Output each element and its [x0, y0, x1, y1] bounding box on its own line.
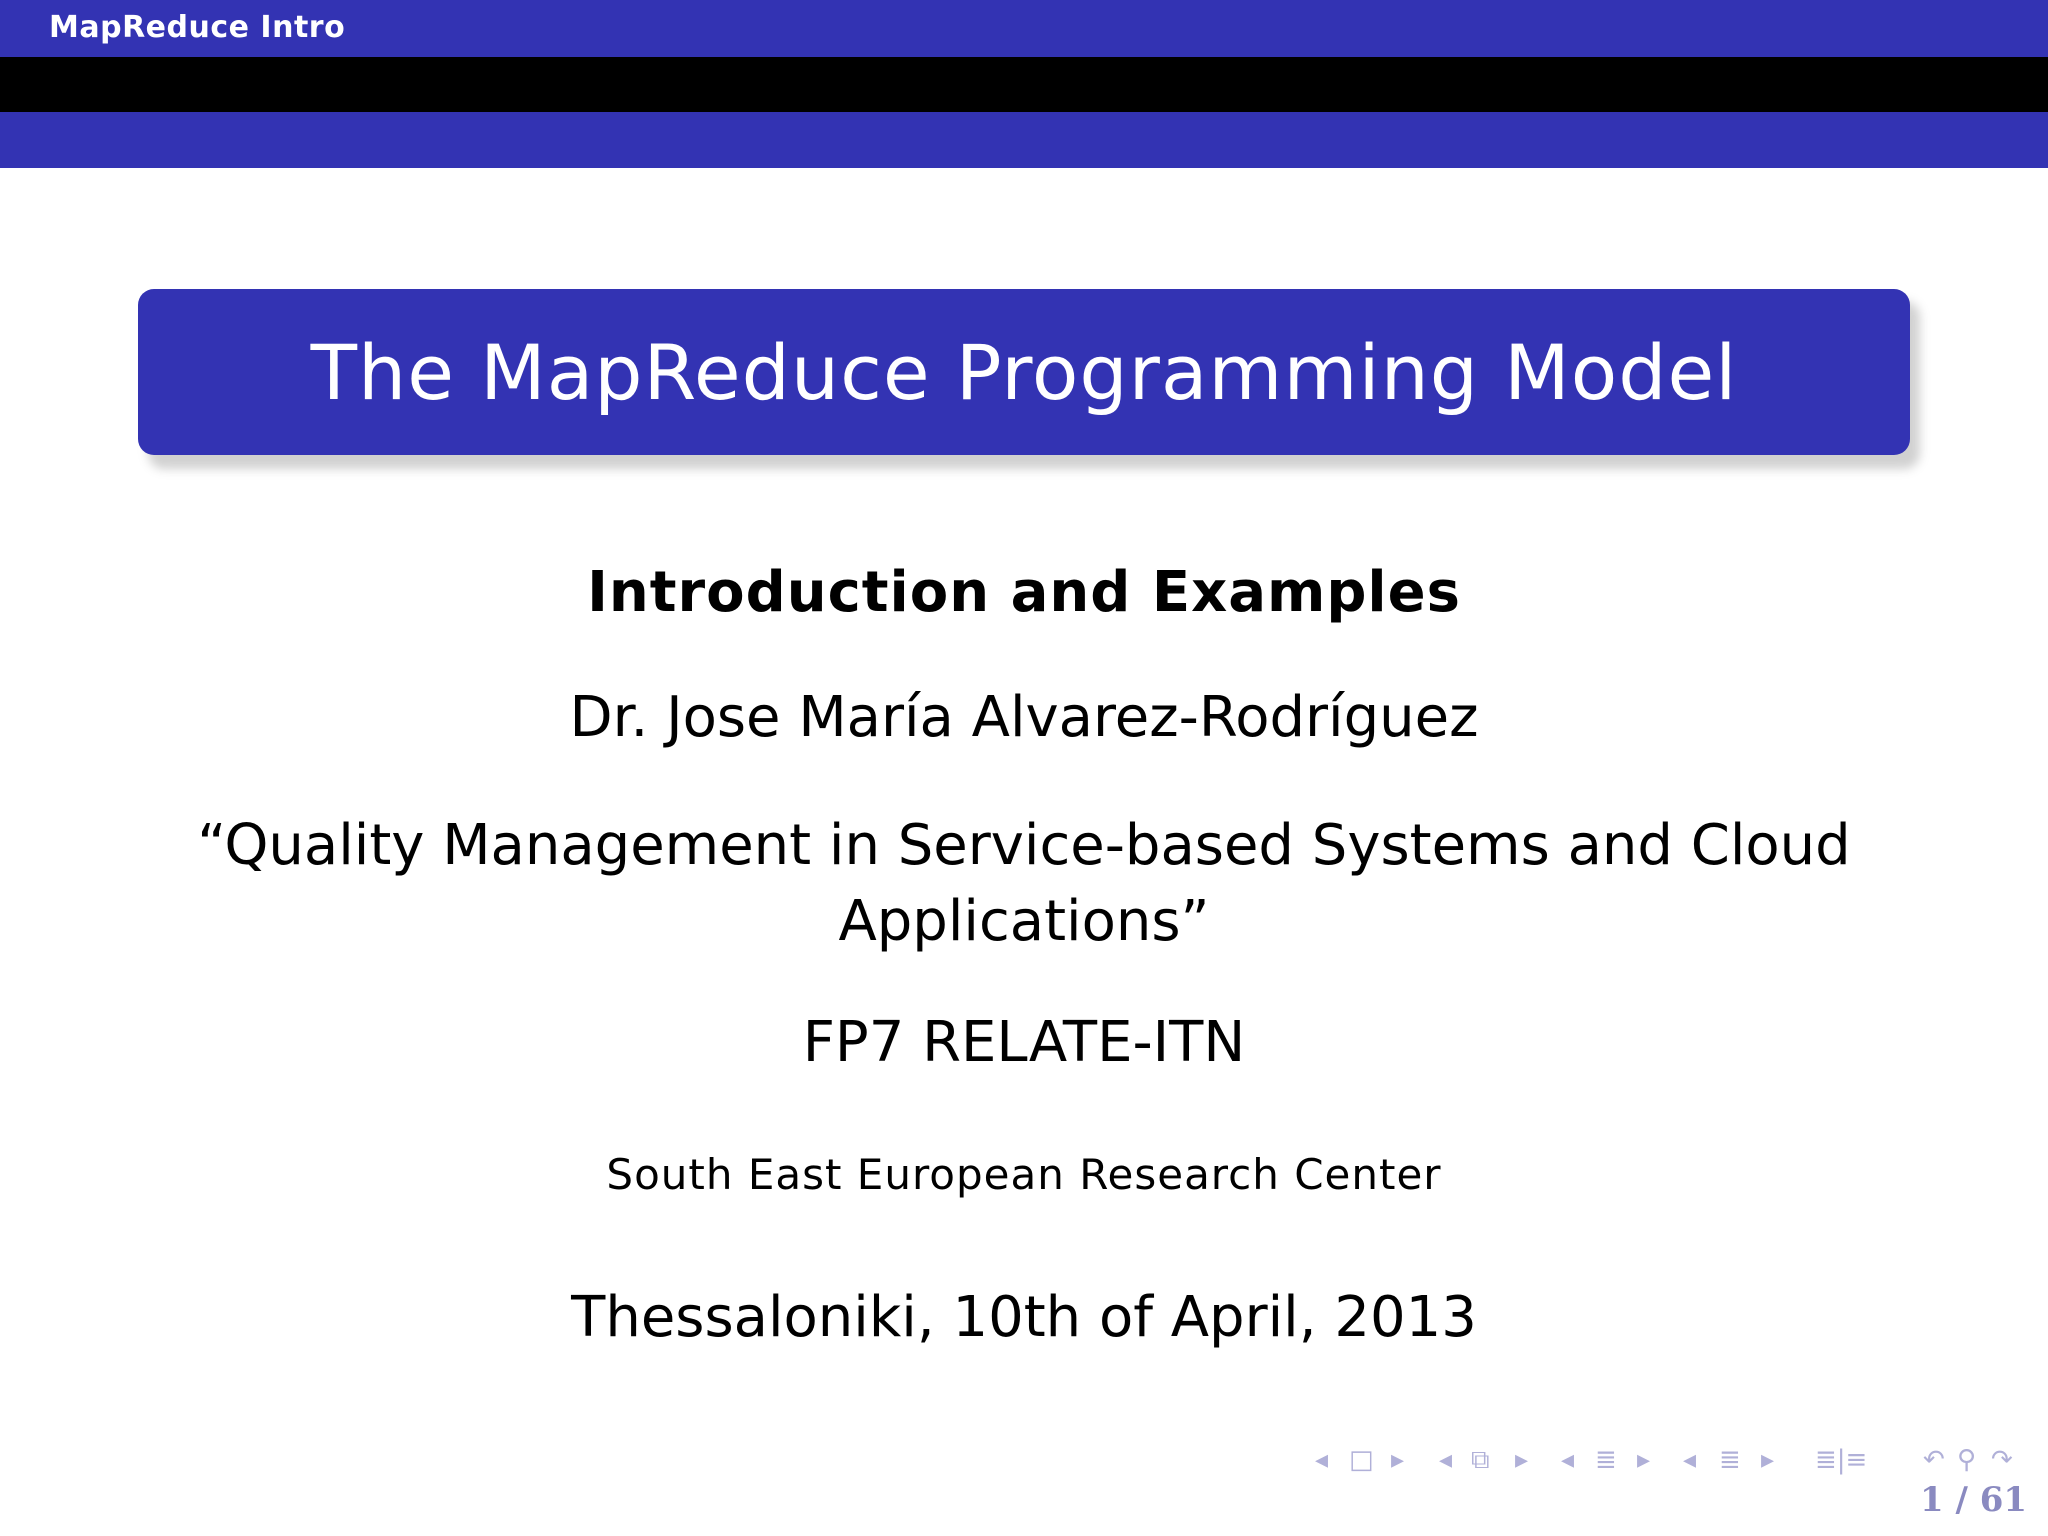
header-blue-band	[0, 112, 2048, 168]
arrow-right-icon[interactable]: ▸	[1761, 1445, 1775, 1475]
slide-subtitle: Introduction and Examples	[587, 560, 1461, 625]
back-icon[interactable]: ↶	[1923, 1445, 1945, 1475]
forward-icon[interactable]: ↷	[1991, 1445, 2013, 1475]
arrow-left-icon[interactable]: ◂	[1439, 1445, 1453, 1475]
page-number: 1 / 61	[1920, 1480, 2028, 1520]
title-box	[138, 289, 1910, 455]
project-name: FP7 RELATE-ITN	[802, 1010, 1246, 1075]
header-title: MapReduce Intro	[49, 10, 346, 45]
frame-icon[interactable]: □	[1349, 1445, 1374, 1475]
subsection-icon[interactable]: ⧉	[1471, 1445, 1490, 1475]
slide-title: The MapReduce Programming Model	[310, 327, 1738, 417]
beamer-navigation-bar	[1315, 1442, 2035, 1478]
arrow-right-icon[interactable]: ▸	[1391, 1445, 1405, 1475]
course-title-line2: Applications”	[838, 889, 1210, 954]
course-title	[0, 808, 2048, 960]
search-icon[interactable]: ⚲	[1957, 1445, 1977, 1475]
arrow-left-icon[interactable]: ◂	[1315, 1445, 1329, 1475]
appendix-icon[interactable]: ≣|≡	[1815, 1445, 1868, 1475]
arrow-left-icon[interactable]: ◂	[1561, 1445, 1575, 1475]
arrow-left-icon[interactable]: ◂	[1683, 1445, 1697, 1475]
header-black-band	[0, 57, 2048, 112]
header-bar	[0, 0, 2048, 57]
arrow-right-icon[interactable]: ▸	[1637, 1445, 1651, 1475]
course-title-line1: “Quality Management in Service-based Systems and Cloud	[197, 813, 1851, 878]
section-icon[interactable]: ≣	[1719, 1445, 1741, 1475]
section-icon[interactable]: ≣	[1595, 1445, 1617, 1475]
author: Dr. Jose María Alvarez-Rodríguez	[569, 685, 1479, 750]
arrow-right-icon[interactable]: ▸	[1515, 1445, 1529, 1475]
date: Thessaloniki, 10th of April, 2013	[571, 1285, 1477, 1350]
institute: South East European Research Center	[606, 1150, 1442, 1199]
